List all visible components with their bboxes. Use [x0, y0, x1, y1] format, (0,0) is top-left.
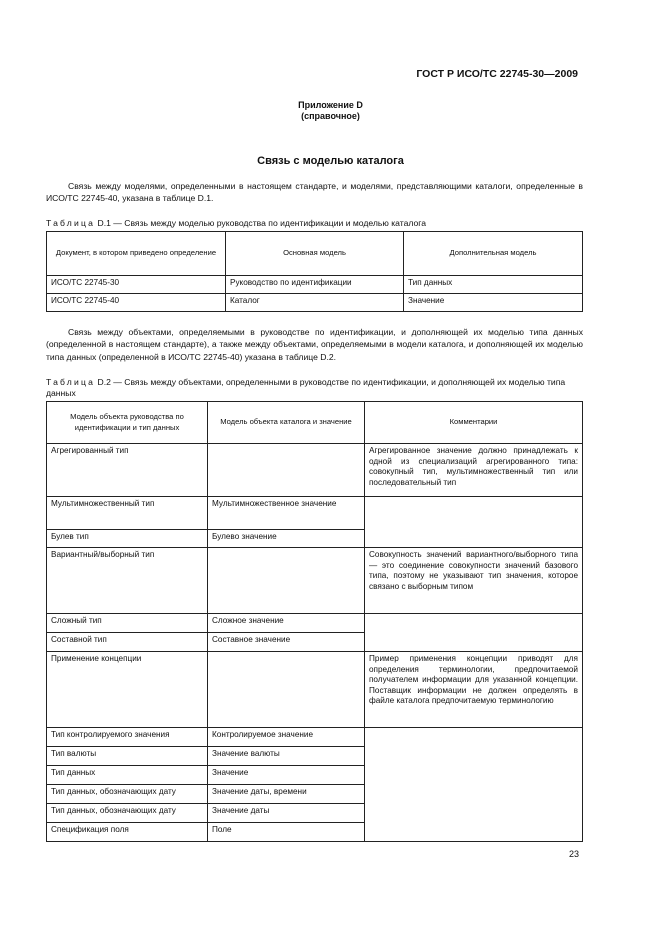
paragraph-1-text: Связь между моделями, определенными в настоящем стандарте, и моделями, представляющими каталоги, определенные в ИСО/ТС 22745-40, указана в таблице D.1.	[46, 181, 583, 204]
table-cell: ИСО/ТС 22745-40	[47, 294, 226, 312]
table-header-row	[47, 402, 583, 444]
table-cell: Значение валюты	[208, 747, 365, 766]
table-row	[47, 294, 583, 312]
table2-caption	[46, 377, 586, 399]
table-cell: Тип валюты	[47, 747, 208, 766]
table-cell: Значение	[208, 766, 365, 785]
table-d1	[46, 231, 583, 312]
table-header-cell: Комментарии	[365, 402, 583, 444]
document-code: ГОСТ Р ИСО/ТС 22745-30—2009	[416, 68, 578, 80]
table-cell	[365, 728, 583, 842]
table1-caption	[46, 218, 586, 229]
table-cell: Значение даты	[208, 804, 365, 823]
table-header-cell: Модель объекта руководства по идентификации и тип данных	[47, 402, 208, 444]
table-cell: Пример применения концепции приводят для определения терминологии, предпочитаемой получателем информации для указанной концепции. Поставщик информации не должен определять в файле каталога предпочитаемую терминологию	[365, 652, 583, 728]
table-cell: Каталог	[226, 294, 404, 312]
paragraph-2-text: Связь между объектами, определяемыми в руководстве по идентификации, и дополняющей их моделью типа данных (определенной в настоящем стандарте), а также между объектами, определяемыми в модели каталога, и дополняющей их моделью типа данных (определенной в ИСО/ТС 22745-40) указана в таблице D.2.	[46, 327, 583, 362]
table-cell	[365, 497, 583, 548]
paragraph-1	[46, 180, 583, 205]
table-cell	[208, 652, 365, 728]
table-cell: Применение концепции	[47, 652, 208, 728]
table-row	[47, 548, 583, 614]
table-cell: Значение	[404, 294, 583, 312]
table-d2	[46, 401, 583, 842]
table-header-cell: Модель объекта каталога и значение	[208, 402, 365, 444]
table-cell: Агрегированный тип	[47, 444, 208, 497]
table-cell: Булев тип	[47, 530, 208, 548]
table-row	[47, 444, 583, 497]
table-cell: Составное значение	[208, 633, 365, 652]
table-cell	[365, 614, 583, 652]
page-number: 23	[569, 849, 580, 859]
table-cell: Тип данных, обозначающих дату	[47, 785, 208, 804]
table-header-row	[47, 232, 583, 276]
annex-heading	[0, 100, 661, 122]
table-cell	[208, 444, 365, 497]
table-row	[47, 276, 583, 294]
table-cell: Тип контролируемого значения	[47, 728, 208, 747]
table-cell: ИСО/ТС 22745-30	[47, 276, 226, 294]
table-cell: Тип данных	[404, 276, 583, 294]
table-cell: Тип данных, обозначающих дату	[47, 804, 208, 823]
table-cell: Спецификация поля	[47, 823, 208, 842]
table-row	[47, 614, 583, 633]
table-row	[47, 652, 583, 728]
table-header-cell: Основная модель	[226, 232, 404, 276]
section-title: Связь с моделью каталога	[257, 155, 404, 167]
annex-subtitle: (справочное)	[301, 111, 360, 121]
table-cell: Совокупность значений вариантного/выборного типа — это соединение совокупности значений базового типа, поэтому не указывают тип значения, которое связано с выборным типом	[365, 548, 583, 614]
table-cell: Мультимножественный тип	[47, 497, 208, 530]
table-cell: Значение даты, времени	[208, 785, 365, 804]
table2-caption-word: Таблица	[46, 377, 96, 387]
table-row	[47, 728, 583, 747]
table-cell: Вариантный/выборный тип	[47, 548, 208, 614]
paragraph-2	[46, 326, 583, 363]
table-cell: Руководство по идентификации	[226, 276, 404, 294]
table-row	[47, 497, 583, 530]
table-cell	[208, 548, 365, 614]
table-cell: Агрегированное значение должно принадлежать к одной из специализаций агрегированного типа: совокупный тип, мультимножественный тип или последовательный тип	[365, 444, 583, 497]
table-cell: Контролируемое значение	[208, 728, 365, 747]
table-cell: Сложный тип	[47, 614, 208, 633]
table-cell: Мультимножественное значение	[208, 497, 365, 530]
annex-title: Приложение D	[298, 100, 363, 110]
table-cell: Тип данных	[47, 766, 208, 785]
table-cell: Сложное значение	[208, 614, 365, 633]
table1-caption-text: D.1 — Связь между моделью руководства по идентификации и моделью каталога	[97, 218, 427, 228]
table-header-cell: Дополнительная модель	[404, 232, 583, 276]
table-cell: Составной тип	[47, 633, 208, 652]
table2-caption-text: D.2 — Связь между объектами, определенными в руководстве по идентификации, и дополняющей их моделью типа данных	[46, 377, 566, 398]
table-cell: Поле	[208, 823, 365, 842]
table-cell: Булево значение	[208, 530, 365, 548]
table1-caption-word: Таблица	[46, 218, 96, 228]
table-header-cell: Документ, в котором приведено определение	[47, 232, 226, 276]
